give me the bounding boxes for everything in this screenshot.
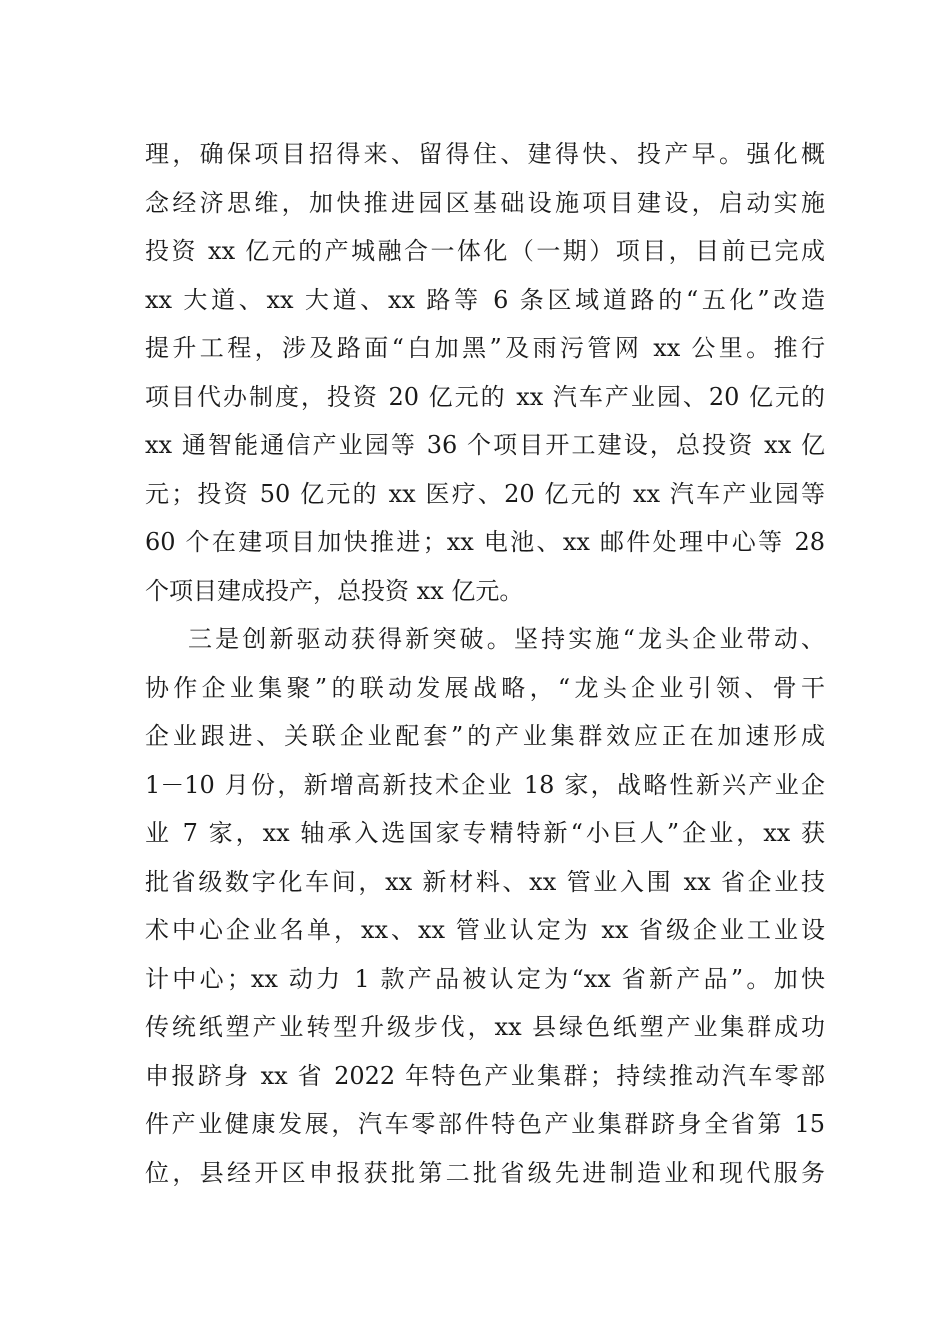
text-line: 协作企业集聚”的联动发展战略，“龙头企业引领、骨干 xyxy=(145,673,825,702)
text-line: 60 个在建项目加快推进；xx 电池、xx 邮件处理中心等 28 xyxy=(145,528,825,556)
text-line: 1－10 月份，新增高新技术企业 18 家，战略性新兴产业企 xyxy=(145,770,825,799)
text-line: 位，县经开区申报获批第二批省级先进制造业和现代服务 xyxy=(145,1158,825,1187)
text-line: xx 通智能通信产业园等 36 个项目开工建设，总投资 xx 亿 xyxy=(145,431,825,459)
paragraph-innovation xyxy=(145,615,825,1197)
text-line: 传统纸塑产业转型升级步伐，xx 县绿色纸塑产业集群成功 xyxy=(145,1013,825,1041)
body-text xyxy=(145,130,825,1197)
text-line: 理，确保项目招得来、留得住、建得快、投产早。强化概 xyxy=(145,140,825,168)
text-line: 企业跟进、关联企业配套”的产业集群效应正在加速形成 xyxy=(145,722,825,750)
text-line: 申报跻身 xx 省 2022 年特色产业集群；持续推动汽车零部 xyxy=(145,1061,825,1090)
text-line: 件产业健康发展，汽车零部件特色产业集群跻身全省第 15 xyxy=(145,1110,825,1138)
text-line: xx 大道、xx 大道、xx 路等 6 条区域道路的“五化”改造 xyxy=(145,285,825,314)
text-line: 批省级数字化车间，xx 新材料、xx 管业入围 xx 省企业技 xyxy=(145,867,825,896)
text-line: 计中心；xx 动力 1 款产品被认定为“xx 省新产品”。加快 xyxy=(145,964,825,993)
text-line: 三是创新驱动获得新突破。坚持实施“龙头企业带动、 xyxy=(188,625,825,653)
text-line: 个项目建成投产，总投资 xx 亿元。 xyxy=(145,576,524,605)
paragraph-project-construction xyxy=(145,130,825,615)
text-line: 术中心企业名单，xx、xx 管业认定为 xx 省级企业工业设 xyxy=(145,916,825,944)
text-line: 元；投资 50 亿元的 xx 医疗、20 亿元的 xx 汽车产业园等 xyxy=(145,479,825,508)
text-line: 项目代办制度，投资 20 亿元的 xx 汽车产业园、20 亿元的 xyxy=(145,382,825,411)
text-line: 投资 xx 亿元的产城融合一体化（一期）项目，目前已完成 xyxy=(145,237,825,265)
text-line: 提升工程，涉及路面“白加黑”及雨污管网 xx 公里。推行 xyxy=(145,334,825,362)
text-line: 业 7 家，xx 轴承入选国家专精特新“小巨人”企业，xx 获 xyxy=(145,819,825,847)
text-line: 念经济思维，加快推进园区基础设施项目建设，启动实施 xyxy=(145,188,825,217)
